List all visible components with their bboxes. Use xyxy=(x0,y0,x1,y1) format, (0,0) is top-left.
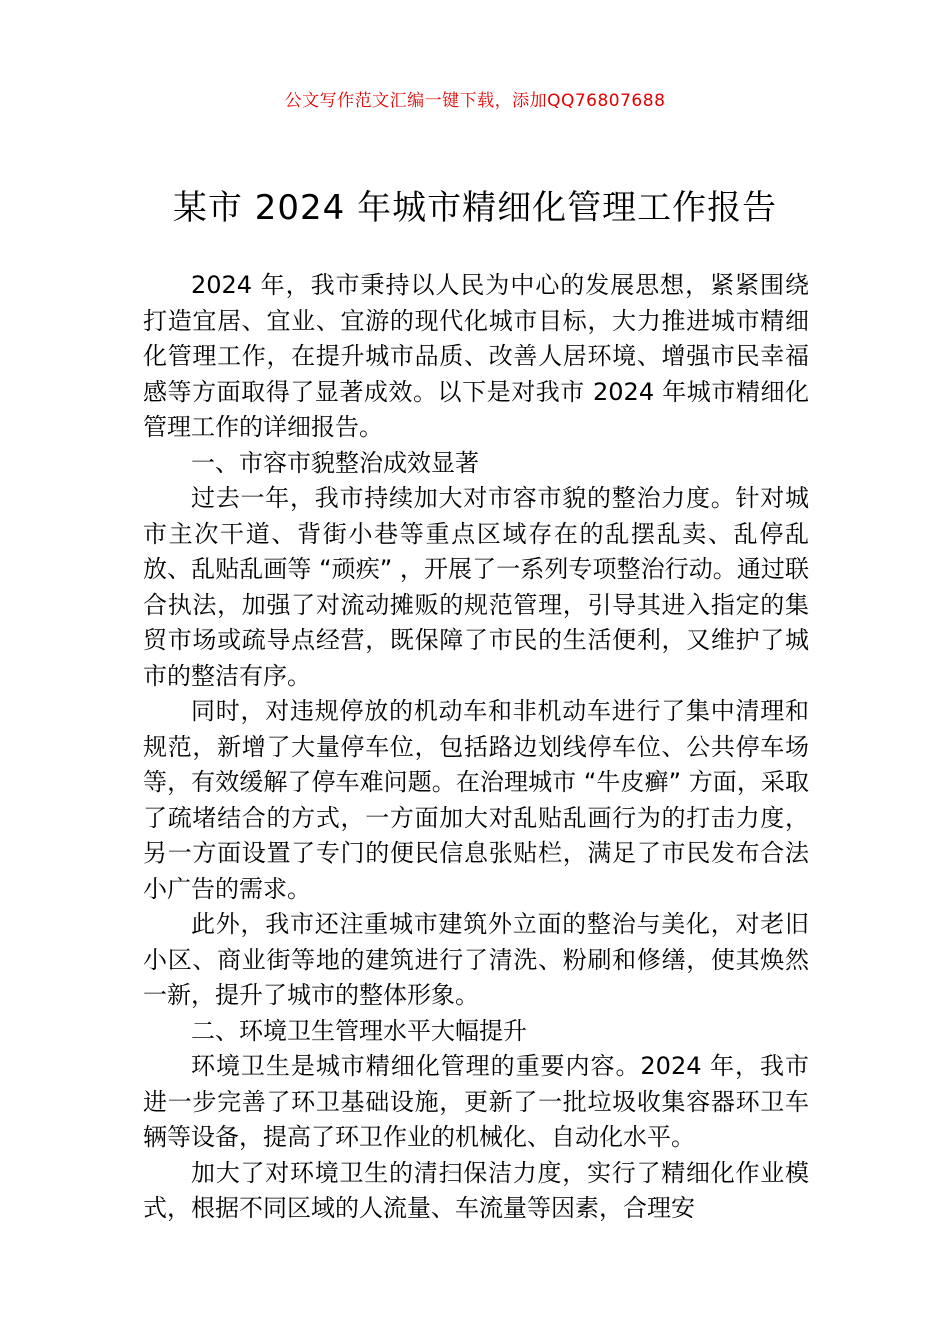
page-title: 某市 2024 年城市精细化管理工作报告 xyxy=(172,188,778,228)
header-note: 公文写作范文汇编一键下载，添加QQ76807688 xyxy=(284,91,666,111)
paragraph: 环境卫生是城市精细化管理的重要内容。2024 年，我市进一步完善了环卫基础设施，更新了一批垃圾收集容器环卫车辆等设备，提高了环卫作业的机械化、自动化水平。 xyxy=(143,1052,809,1151)
section-heading: 一、市容市貌整治成效显著 xyxy=(191,448,479,477)
document-body xyxy=(143,268,809,1227)
paragraph: 加大了对环境卫生的清扫保洁力度，实行了精细化作业模式，根据不同区域的人流量、车流量等因素，合理安 xyxy=(143,1158,809,1222)
section-heading: 二、环境卫生管理水平大幅提升 xyxy=(191,1016,527,1045)
paragraph: 过去一年，我市持续加大对市容市貌的整治力度。针对城市主次干道、背街小巷等重点区域存在的乱摆乱卖、乱停乱放、乱贴乱画等 “顽疾” ，开展了一系列专项整治行动。通过联合执法，加强了对流动摊贩的规范管理，引导其进入指定的集贸市场或疏导点经营，既保障了市民的生活便利，又维护了城市的整洁有序。 xyxy=(143,484,809,690)
paragraph: 此外，我市还注重城市建筑外立面的整治与美化，对老旧小区、商业街等地的建筑进行了清洗、粉刷和修缮，使其焕然一新，提升了城市的整体形象。 xyxy=(143,910,809,1009)
paragraph-intro: 2024 年，我市秉持以人民为中心的发展思想，紧紧围绕打造宜居、宜业、宜游的现代化城市目标，大力推进城市精细化管理工作，在提升城市品质、改善人居环境、增强市民幸福感等方面取得了显著成效。以下是对我市 2024 年城市精细化管理工作的详细报告。 xyxy=(143,271,809,441)
paragraph: 同时，对违规停放的机动车和非机动车进行了集中清理和规范，新增了大量停车位，包括路边划线停车位、公共停车场等，有效缓解了停车难问题。在治理城市 “牛皮癣” 方面，采取了疏堵结合的方式，一方面加大对乱贴乱画行为的打击力度，另一方面设置了专门的便民信息张贴栏，满足了市民发布合法小广告的需求。 xyxy=(143,697,809,903)
